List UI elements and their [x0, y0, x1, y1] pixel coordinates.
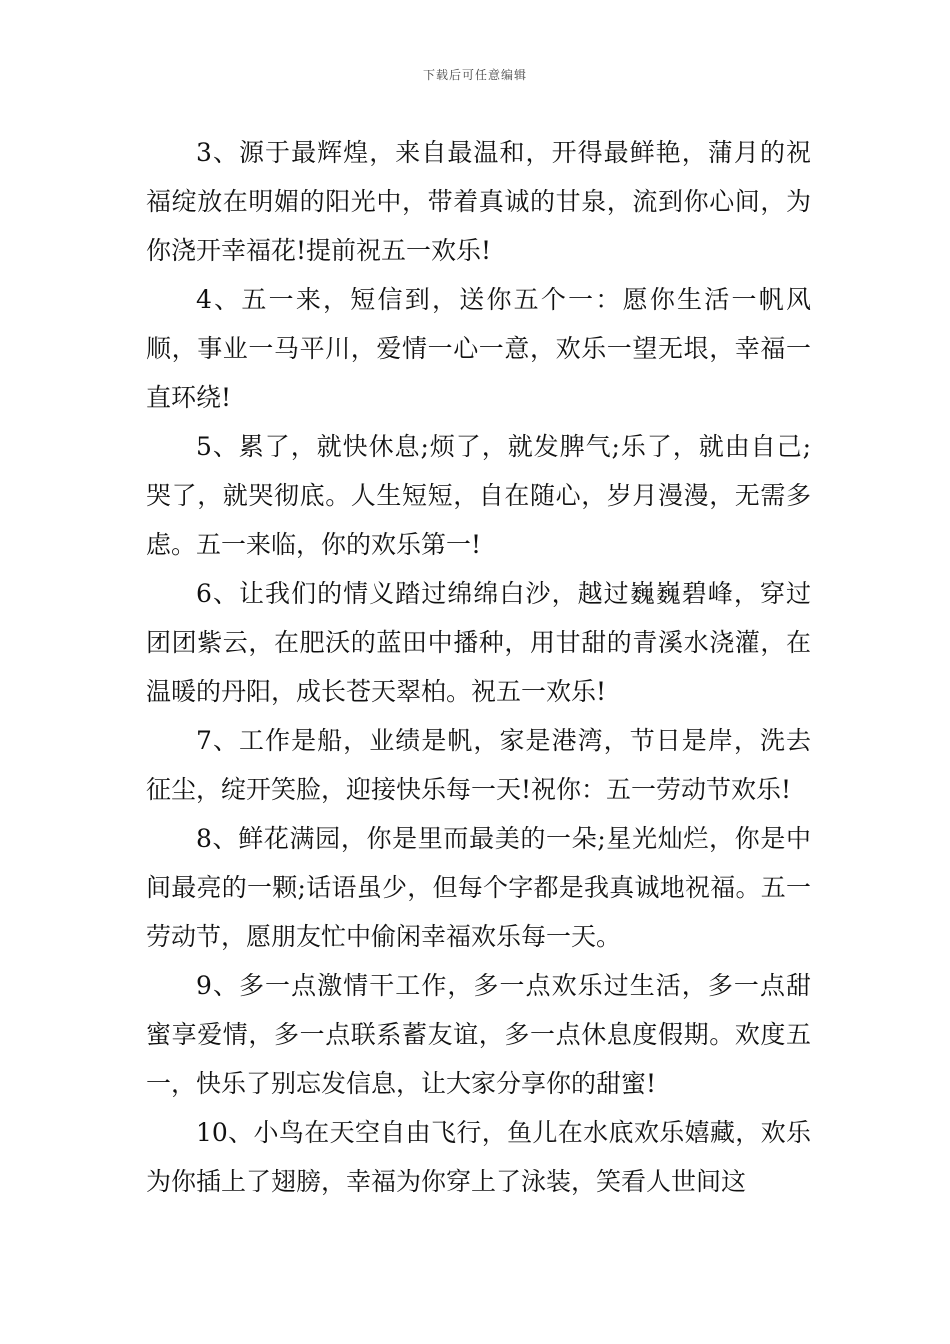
- paragraph-6: 6、让我们的情义踏过绵绵白沙，越过巍巍碧峰，穿过团团紫云，在肥沃的蓝田中播种，用甘甜的青溪水浇灌，在温暖的丹阳，成长苍天翠柏。祝五一欢乐!: [146, 579, 811, 706]
- paragraph-7: 7、工作是船，业绩是帆，家是港湾，节日是岸，洗去征尘，绽开笑脸，迎接快乐每一天!祝你：五一劳动节欢乐!: [146, 726, 811, 804]
- document-body: [146, 128, 811, 1206]
- paragraph-5: 5、累了，就快休息;烦了，就发脾气;乐了，就由自己;哭了，就哭彻底。人生短短，自在随心，岁月漫漫，无需多虑。五一来临，你的欢乐第一!: [146, 432, 811, 559]
- paragraph-10: 10、小鸟在天空自由飞行，鱼儿在水底欢乐嬉藏，欢乐为你插上了翅膀，幸福为你穿上了泳装，笑看人世间这: [146, 1118, 811, 1196]
- paragraph-4: 4、五一来，短信到，送你五个一：愿你生活一帆风顺，事业一马平川，爱情一心一意，欢乐一望无垠，幸福一直环绕!: [146, 285, 811, 412]
- paragraph-3: 3、源于最辉煌，来自最温和，开得最鲜艳，蒲月的祝福绽放在明媚的阳光中，带着真诚的甘泉，流到你心间，为你浇开幸福花!提前祝五一欢乐!: [146, 138, 811, 265]
- paragraph-8: 8、鲜花满园，你是里而最美的一朵;星光灿烂，你是中间最亮的一颗;话语虽少，但每个字都是我真诚地祝福。五一劳动节，愿朋友忙中偷闲幸福欢乐每一天。: [146, 824, 811, 951]
- paragraph-9: 9、多一点激情干工作，多一点欢乐过生活，多一点甜蜜享爱情，多一点联系蓄友谊，多一点休息度假期。欢度五一，快乐了别忘发信息，让大家分享你的甜蜜!: [146, 971, 811, 1098]
- page-header: 下载后可任意编辑: [422, 68, 527, 82]
